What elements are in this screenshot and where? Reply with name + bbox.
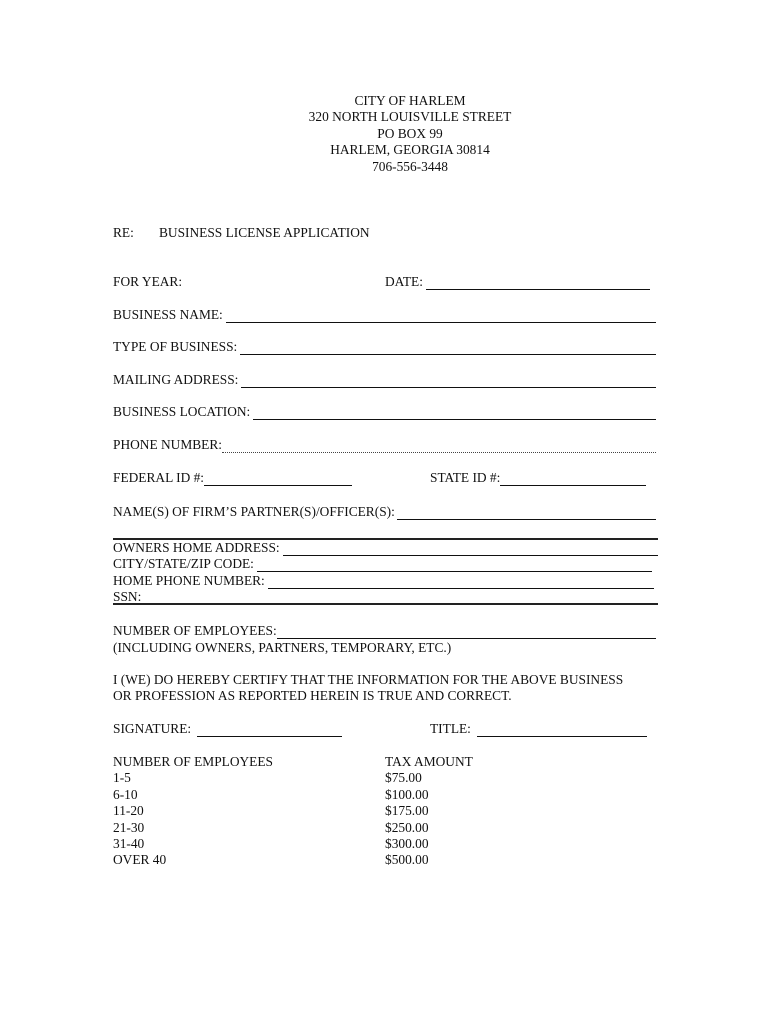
city-state-zip-line[interactable] — [257, 559, 652, 572]
type-of-business-field[interactable] — [113, 339, 656, 355]
business-name-label: BUSINESS NAME: — [113, 307, 223, 322]
tax-row-amount: $300.00 — [385, 836, 429, 852]
re-subject: BUSINESS LICENSE APPLICATION — [159, 225, 370, 240]
header-city-name: CITY OF HARLEM — [354, 93, 466, 108]
num-employees-line[interactable] — [277, 625, 656, 639]
header-po-box: PO BOX 99 — [377, 125, 443, 141]
business-location-field[interactable] — [113, 404, 656, 420]
home-phone-field[interactable] — [113, 572, 658, 589]
city-header — [0, 93, 770, 175]
num-employees-field[interactable] — [113, 623, 656, 639]
title-field[interactable] — [430, 721, 647, 737]
num-employees-note: (INCLUDING OWNERS, PARTNERS, TEMPORARY, ETC.) — [113, 640, 452, 655]
home-phone-line[interactable] — [268, 576, 654, 589]
business-name-field[interactable] — [113, 307, 656, 323]
state-id-label: STATE ID #: — [430, 470, 501, 485]
mailing-address-line[interactable] — [241, 374, 656, 388]
home-phone-label: HOME PHONE NUMBER: — [113, 572, 265, 588]
tax-row-amount: $250.00 — [385, 819, 429, 835]
tax-row-range: 31-40 — [113, 836, 145, 852]
business-location-line[interactable] — [253, 406, 656, 420]
tax-row-amount: $175.00 — [385, 803, 429, 819]
for-year-label: FOR YEAR: — [113, 274, 183, 289]
state-id-field[interactable] — [430, 470, 646, 486]
tax-table-amount-column — [385, 754, 473, 869]
title-line[interactable] — [477, 723, 647, 737]
tax-row-amount: $500.00 — [385, 852, 429, 868]
owners-home-address-field[interactable] — [113, 539, 658, 556]
tax-row-range: 11-20 — [113, 803, 144, 819]
certification-line-2: OR PROFESSION AS REPORTED HEREIN IS TRUE AND CORRECT. — [113, 688, 512, 703]
mailing-address-field[interactable] — [113, 372, 656, 388]
state-id-line[interactable] — [500, 472, 646, 486]
business-name-line[interactable] — [226, 309, 656, 323]
federal-id-label: FEDERAL ID #: — [113, 470, 205, 485]
tax-table-employees-column — [113, 754, 273, 869]
signature-field[interactable] — [113, 721, 342, 737]
tax-row-amount: $100.00 — [385, 786, 429, 802]
partners-field[interactable] — [113, 504, 656, 520]
mailing-address-label: MAILING ADDRESS: — [113, 372, 239, 387]
header-phone: 706-556-3448 — [372, 158, 448, 174]
tax-row-range: 1-5 — [113, 770, 131, 786]
signature-label: SIGNATURE: — [113, 721, 192, 736]
re-label: RE: — [113, 225, 134, 240]
phone-number-line[interactable] — [222, 439, 656, 453]
num-employees-label: NUMBER OF EMPLOYEES: — [113, 623, 277, 638]
tax-row-range: 6-10 — [113, 786, 138, 802]
tax-row-range: 21-30 — [113, 819, 145, 835]
partners-line[interactable] — [397, 506, 656, 520]
federal-id-line[interactable] — [204, 472, 352, 486]
city-state-zip-label: CITY/STATE/ZIP CODE: — [113, 556, 254, 572]
signature-line[interactable] — [197, 723, 342, 737]
tax-row-range: OVER 40 — [113, 852, 167, 868]
owners-home-address-line[interactable] — [283, 543, 658, 556]
certification-line-1: I (WE) DO HEREBY CERTIFY THAT THE INFORMATION FOR THE ABOVE BUSINESS — [113, 672, 624, 687]
title-label: TITLE: — [430, 721, 471, 736]
type-of-business-label: TYPE OF BUSINESS: — [113, 339, 238, 354]
tax-row-amount: $75.00 — [385, 770, 422, 786]
owner-section — [113, 539, 658, 605]
business-location-label: BUSINESS LOCATION: — [113, 404, 251, 419]
ssn-label: SSN: — [113, 589, 142, 605]
date-line[interactable] — [426, 276, 650, 290]
date-label: DATE: — [385, 274, 423, 289]
owner-section-bottom-rule — [113, 603, 658, 605]
tax-table-col2-header: TAX AMOUNT — [385, 754, 473, 769]
federal-id-field[interactable] — [113, 470, 352, 486]
type-of-business-line[interactable] — [240, 341, 656, 355]
header-street: 320 NORTH LOUISVILLE STREET — [308, 109, 512, 125]
phone-number-label: PHONE NUMBER: — [113, 437, 222, 452]
date-field[interactable] — [385, 274, 650, 290]
partners-label: NAME(S) OF FIRM’S PARTNER(S)/OFFICER(S): — [113, 504, 395, 519]
phone-number-field[interactable] — [113, 437, 656, 453]
city-state-zip-field[interactable] — [113, 556, 658, 573]
tax-table-col1-header: NUMBER OF EMPLOYEES — [113, 754, 273, 769]
header-city-state-zip: HARLEM, GEORGIA 30814 — [330, 142, 490, 158]
owners-home-address-label: OWNERS HOME ADDRESS: — [113, 539, 280, 555]
